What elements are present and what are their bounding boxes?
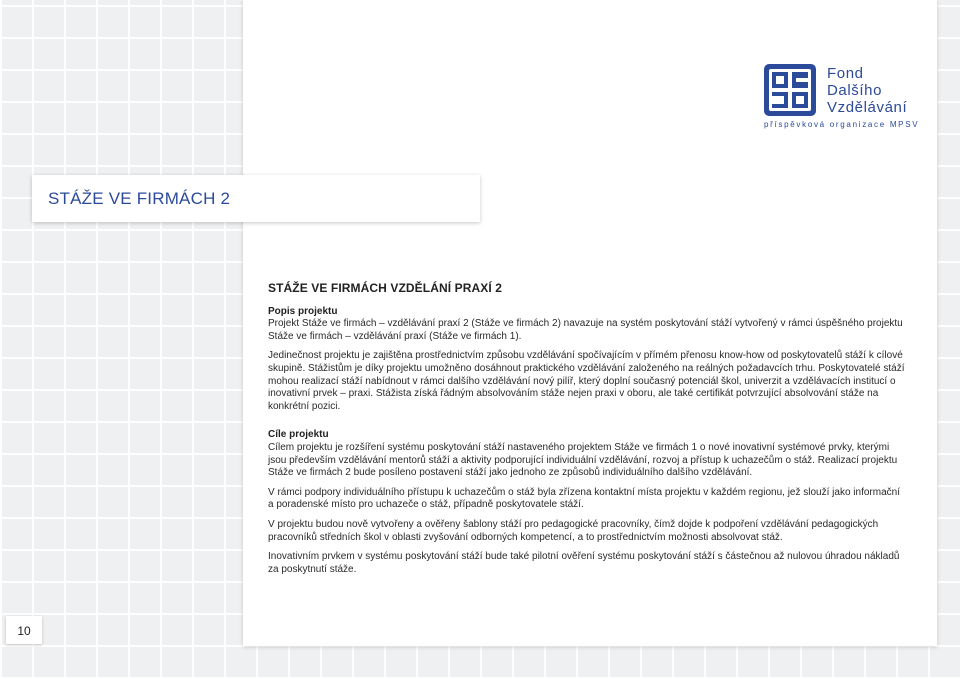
paragraph: Projekt Stáže ve firmách – vzdělávání praxí 2 (Stáže ve firmách 2) navazuje na systém poskytování stáží vytvořený v rámci úspěšného projektu Stáže ve firmách – vzdělávání praxí (Stáže ve firmách 1).: [268, 318, 903, 342]
paragraph: V rámci podpory individuálního přístupu k uchazečům o stáž byla zřízena kontaktní místa projektu v každém regionu, jež slouží jako informační a poradenské místo pro uchazeče o stáž, případně poskytovatele stáží.: [268, 486, 900, 511]
chapter-banner: [32, 175, 480, 222]
section-heading-description: Popis projektu: [268, 305, 338, 317]
logo-line-2: Dalšího: [827, 82, 883, 99]
paragraph: Cílem projektu je rozšíření systému poskytování stáží nastaveného projektem Stáže ve firmách 1 o nové inovativní systémové prvky, kterými jsou především vzdělávání mentorů stáží a aktivity podporující individuální vzdělávání, rozvoj a přístup k uchazečům o stáž. Realizací projektu Stáže ve firmách 2 bude posíleno postavení stáží jako jednoho ze způsobů individuálního dalšího vzdělávání.: [268, 441, 898, 479]
logo-line-1: Fond: [827, 65, 864, 82]
logo-subtitle: příspěvková organizace MPSV: [764, 120, 920, 129]
page-number-box: [6, 616, 42, 644]
page-number: 10: [17, 624, 31, 638]
fdv-logo-mark-icon: [764, 64, 816, 116]
chapter-title: STÁŽE VE FIRMÁCH 2: [48, 189, 231, 208]
article-heading: STÁŽE VE FIRMÁCH VZDĚLÁNÍ PRAXÍ 2: [268, 281, 502, 295]
logo-line-3: Vzdělávání: [827, 99, 908, 116]
section-heading-goals: Cíle projektu: [268, 429, 329, 441]
fdv-logo: [764, 63, 924, 133]
paragraph: Jedinečnost projektu je zajištěna prostřednictvím způsobu vzdělávání spočívajícím v přímém přenosu know-how od poskytovatelů stáží k cílové skupině. Stážistům je díky projektu umožněno dosáhnout praktického vzdělávání založeného na reálných požadavcích trhu. Poskytovatelé stáží mohou realizací stáží nabídnout v rámci dalšího vzdělávání nový pilíř, který doplní současný potenciál škol, univerzit a vzdělávacích institucí o inovativní prvek – praxi. Stážista získá řádným absolvováním stáže nejen praxi v oboru, ale také certifikát potvrzující absolvování stáže na konkrétní pozici.: [268, 350, 905, 412]
paragraph: Inovativním prvkem v systému poskytování stáží bude také pilotní ověření systému poskytování stáží s částečnou až nulovou úhradou nákladů za poskytnutí stáže.: [268, 551, 900, 575]
paragraph: V projektu budou nově vytvořeny a ověřeny šablony stáží pro pedagogické pracovníky, čímž dojde k podpoření vzdělávání pedagogických pracovníků středních škol v oblasti zvyšování odborných kompetencí, a to prostřednictvím možnosti absolvovat stáž.: [268, 518, 879, 543]
article: [268, 282, 908, 576]
logo-wordmark: [827, 65, 907, 116]
